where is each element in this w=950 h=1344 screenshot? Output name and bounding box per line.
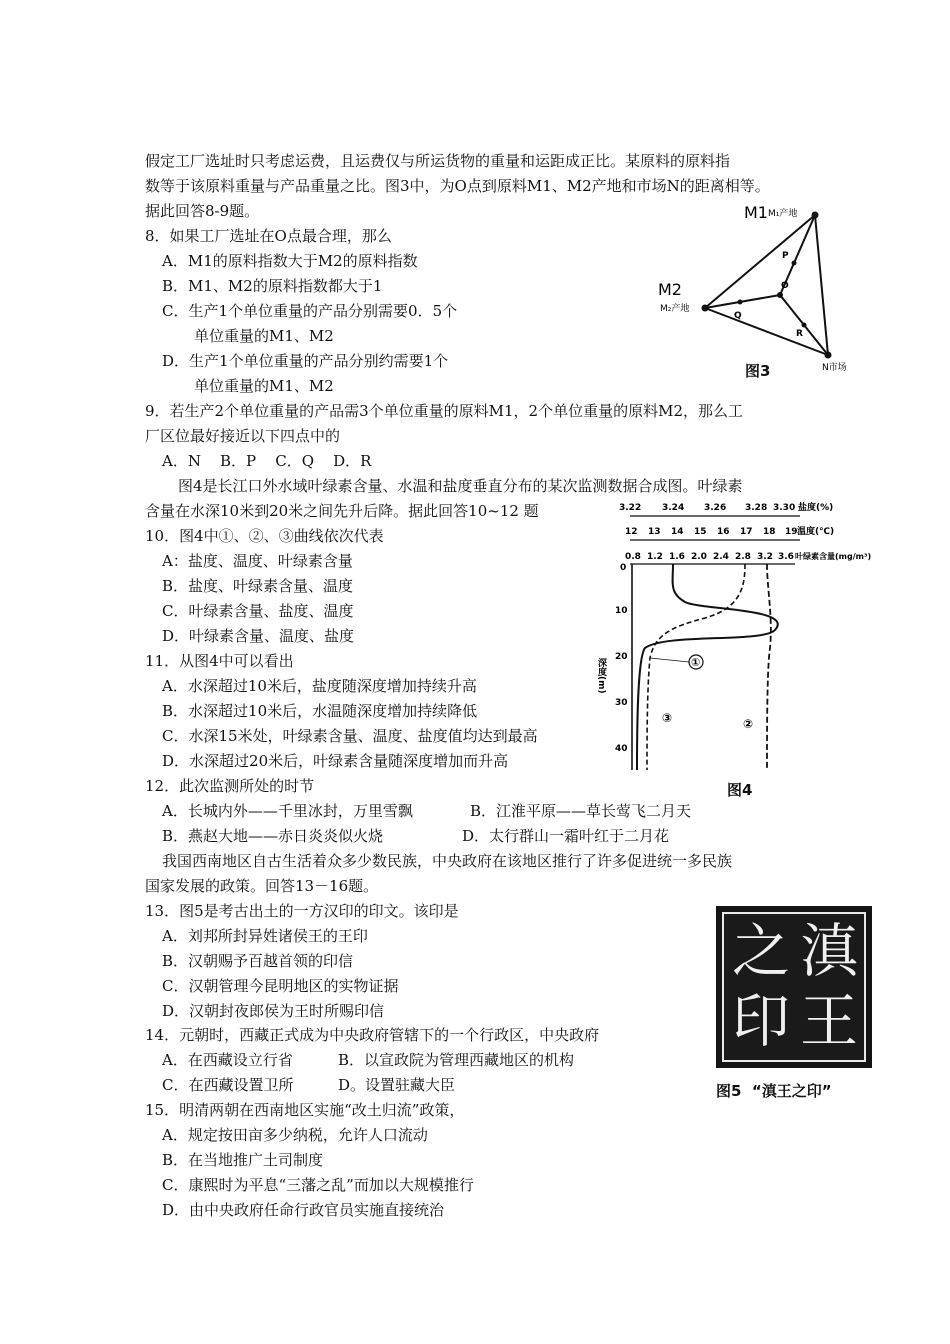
q14-option-b: B．以宣政院为管理西藏地区的机构 [338,1051,575,1069]
edge-m1-n [815,215,828,355]
temperature-tick: 15 [694,527,707,537]
depth-tick: 40 [615,744,628,754]
q13-option-c: C．汉朝管理今昆明地区的实物证据 [162,977,399,995]
curve-1-leader [650,658,689,662]
q-point [738,300,743,305]
q-label: Q [734,311,742,321]
m1-small-label: M₁产地 [768,209,798,219]
q8-option-c-cont: 单位重量的M1、M2 [194,327,334,345]
q11-option-c: C．水深15米处，叶绿素含量、温度、盐度值均达到最高 [162,727,538,745]
temperature-label: 温度(℃) [797,527,835,537]
p-point [792,261,797,266]
r-label: R [796,329,803,339]
figure-4-chart [595,498,872,783]
q11-option-d: D．水深超过20米后，叶绿素含量随深度增加而升高 [162,752,509,770]
n-point [825,352,832,359]
q12-stem: 12．此次监测所处的时节 [145,777,315,795]
q15-option-c: C．康熙时为平息“三藩之乱”而加以大规模推行 [162,1176,474,1194]
curve-1 [637,564,778,770]
figure-5-caption: 图5 “滇王之印” [716,1082,832,1100]
depth-tick: 30 [615,698,628,708]
salinity-tick: 3.26 [704,503,727,513]
temperature-tick: 12 [625,527,638,537]
figure-3-caption: 图3 [745,362,771,380]
q13-option-d: D．汉朝封夜郎侯为王时所赐印信 [162,1002,385,1020]
seal-char-wang: 王 [799,987,858,1055]
q10-stem: 10．图4中①、②、③曲线依次代表 [145,527,384,545]
chlorophyll-tick: 1.2 [647,552,663,562]
intro-line-1: 假定工厂选址时只考虑运费，且运费仅与所运货物的重量和运距成正比。某原料的原料指 [145,152,731,170]
salinity-ticks [619,503,795,513]
temperature-tick: 16 [717,527,730,537]
q14-stem: 14．元朝时，西藏正式成为中央政府管辖下的一个行政区，中央政府 [145,1026,600,1044]
chlorophyll-tick: 2.0 [691,552,707,562]
m1-big-label: M1 [744,203,768,222]
q14-option-d: D。设置驻藏大臣 [338,1076,456,1094]
q14-option-c: C．在西藏设置卫所 [162,1076,294,1094]
chlorophyll-tick: 2.4 [713,552,729,562]
temperature-tick: 17 [740,527,753,537]
q12-option-a: A．长城内外——千里冰封，万里雪飘 [162,802,413,820]
salinity-label: 盐度(%) [798,503,834,513]
seal-char-dian: 滇 [799,917,858,985]
salinity-tick: 3.28 [745,503,768,513]
salinity-tick: 3.22 [619,503,642,513]
q13-stem: 13．图5是考古出土的一方汉印的印文。该印是 [145,902,459,920]
seal-char-yin: 印 [731,987,790,1055]
q15-stem: 15．明清两朝在西南地区实施“改土归流”政策， [145,1101,465,1119]
temperature-tick: 14 [671,527,684,537]
figure-3-diagram [650,200,870,385]
figure-5-seal [716,906,872,1068]
m2-small-label: M₂产地 [660,304,690,314]
intro2-line-1: 图4是长江口外水域叶绿素含量、水温和盐度垂直分布的某次监测数据合成图。叶绿素 [178,477,743,495]
depth-tick: 0 [620,563,627,573]
q11-stem: 11．从图4中可以看出 [145,652,294,670]
salinity-tick: 3.24 [662,503,685,513]
depth-tick: 20 [615,652,628,662]
q9-options: A．N B．P C．Q D．R [162,452,372,470]
q13-option-b: B．汉朝赐予百越首领的印信 [162,952,354,970]
salinity-tick: 3.30 [773,503,796,513]
curve-1-label: ① [691,656,701,669]
depth-label: 深度(m) [596,658,606,694]
intro-line-2: 数等于该原料重量与产品重量之比。图3中，为O点到原料M1、M2产地和市场N的距离相等。 [145,177,770,195]
p-label: P [782,251,789,261]
q10-option-d: D．叶绿素含量、温度、盐度 [162,627,355,645]
chlorophyll-label: 叶绿素含量(mg/m³) [795,552,872,561]
o-label: O [781,281,789,291]
m2-point [702,305,709,312]
n-label: N市场 [822,363,847,373]
line-o-m2 [705,295,780,308]
q8-option-d: D．生产1个单位重量的产品分别约需要1个 [162,352,449,370]
q8-option-c: C．生产1个单位重量的产品分别需要0．5个 [162,302,458,320]
q15-option-b: B．在当地推广土司制度 [162,1151,324,1169]
intro-line-3: 据此回答8-9题。 [145,202,260,220]
q11-option-b: B．水深超过10米后，水温随深度增加持续降低 [162,702,478,720]
q10-option-b: B．盐度、叶绿素含量、温度 [162,577,354,595]
chlorophyll-tick: 3.6 [778,552,794,562]
seal-char-zhi: 之 [731,917,790,985]
q15-option-a: A．规定按田亩多少纳税，允许人口流动 [162,1126,428,1144]
q12-option-d: D．太行群山一霜叶红于二月花 [462,827,670,845]
o-point [777,292,783,298]
q12-option-b: B．江淮平原——草长莺飞二月天 [470,802,692,820]
chlorophyll-tick: 0.8 [625,552,641,562]
temperature-tick: 19 [785,527,798,537]
m2-big-label: M2 [658,280,682,299]
q8-option-d-cont: 单位重量的M1、M2 [194,377,334,395]
q8-option-a: A．M1的原料指数大于M2的原料指数 [162,252,418,270]
temperature-tick: 18 [763,527,776,537]
m1-point [812,212,819,219]
q11-option-a: A．水深超过10米后，盐度随深度增加持续升高 [162,677,477,695]
q9-stem-cont: 厂区位最好接近以下四点中的 [145,427,341,445]
intro2-line-2: 含量在水深10米到20米之间先升后降。据此回答10~12 题 [145,502,539,520]
edge-m1-m2 [705,215,815,308]
q8-stem: 8．如果工厂选址在O点最合理，那么 [145,227,392,245]
curve-3-label: ③ [662,711,673,725]
curve-2 [767,564,771,770]
q15-option-d: D．由中央政府任命行政官员实施直接统治 [162,1201,445,1219]
depth-tick: 10 [615,606,628,616]
chlorophyll-tick: 2.8 [735,552,751,562]
r-point [802,323,807,328]
figure-4-caption: 图4 [727,781,753,799]
q12-option-c: B．燕赵大地——赤日炎炎似火烧 [162,827,384,845]
intro3-line-1: 我国西南地区自古生活着众多少数民族，中央政府在该地区推行了许多促进统一多民族 [162,852,733,870]
q8-option-b: B．M1、M2的原料指数都大于1 [162,277,383,295]
q13-option-a: A．刘邦所封异姓诸侯王的王印 [162,927,368,945]
curve-2-label: ② [743,717,754,731]
q14-option-a: A．在西藏设立行省 [162,1051,293,1069]
q10-option-c: C．叶绿素含量、盐度、温度 [162,602,354,620]
q10-option-a: A：盐度、温度、叶绿素含量 [162,552,353,570]
intro3-line-2: 国家发展的政策。回答13－16题。 [145,877,379,895]
chlorophyll-tick: 3.2 [757,552,773,562]
q9-stem: 9．若生产2个单位重量的产品需3个单位重量的原料M1，2个单位重量的原料M2，那么工 [145,402,743,420]
temperature-tick: 13 [648,527,661,537]
chlorophyll-tick: 1.6 [669,552,685,562]
